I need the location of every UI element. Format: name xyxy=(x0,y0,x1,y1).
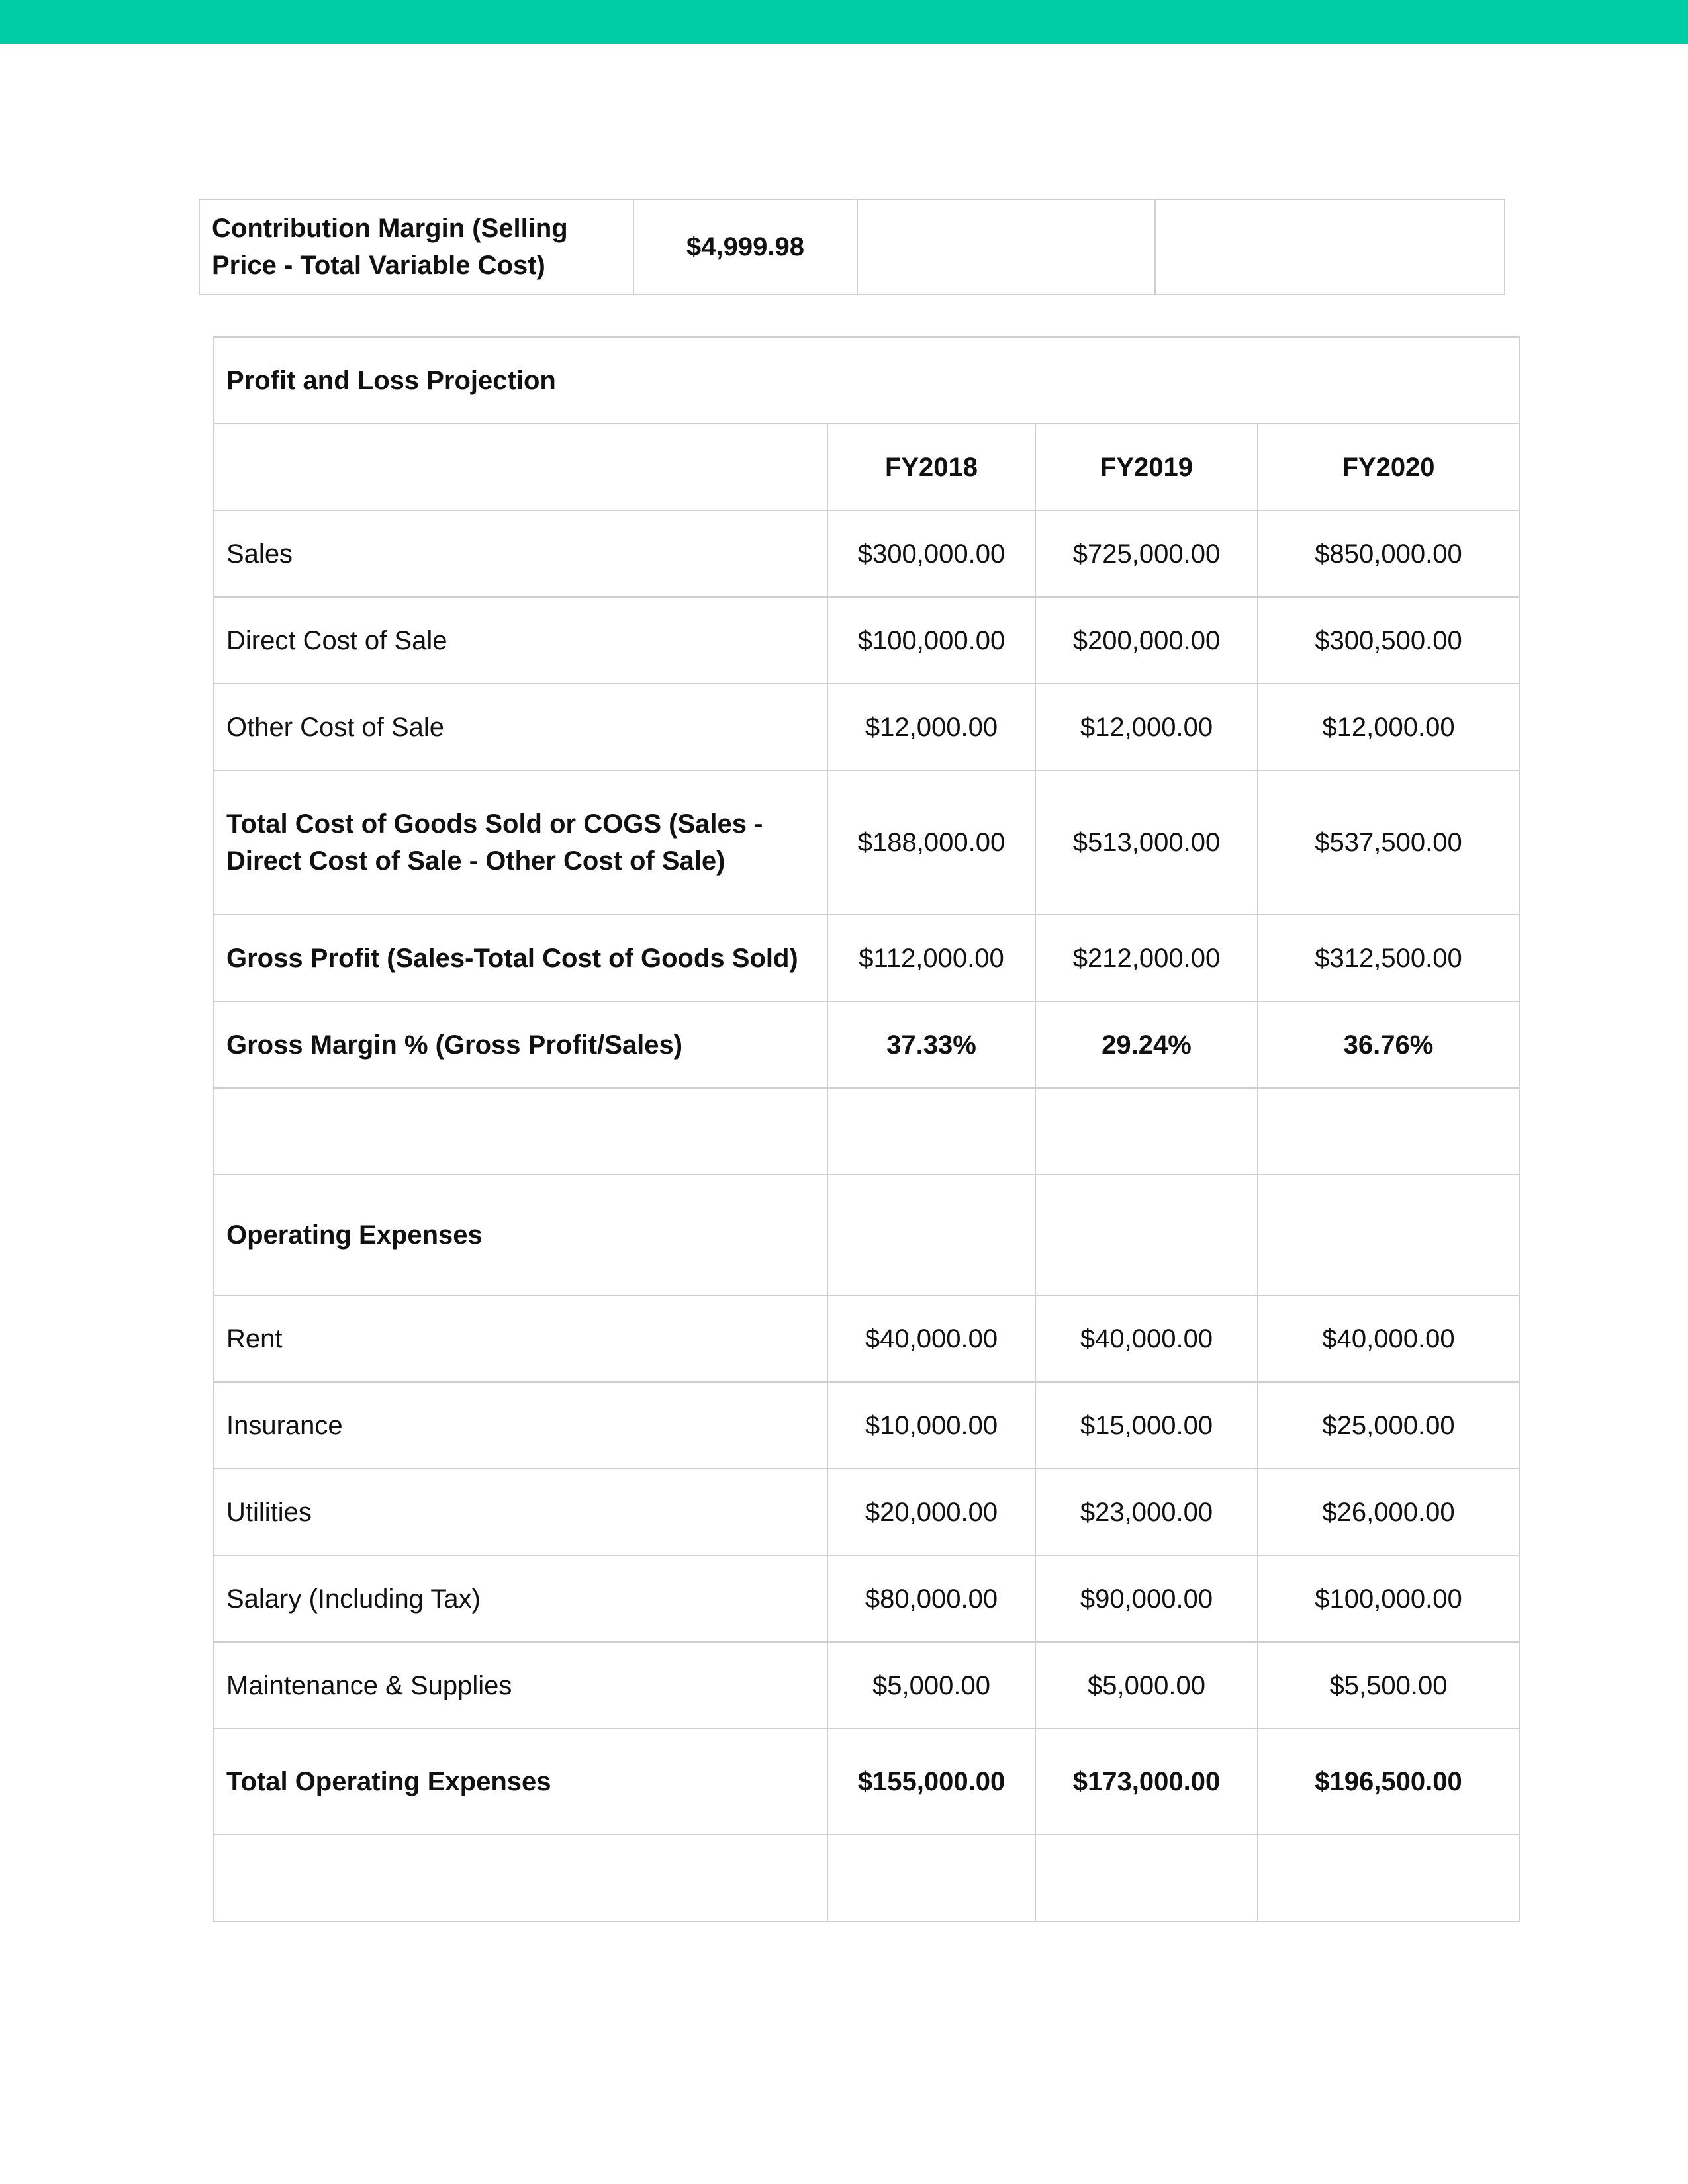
row-value: $112,000.00 xyxy=(827,915,1035,1001)
row-value: $173,000.00 xyxy=(1035,1729,1258,1835)
row-value: $300,500.00 xyxy=(1258,597,1519,684)
row-value: 29.24% xyxy=(1035,1001,1258,1088)
row-value: $725,000.00 xyxy=(1035,510,1258,597)
row-value: $40,000.00 xyxy=(827,1295,1035,1382)
contribution-margin-table xyxy=(199,199,1505,295)
row-value: $26,000.00 xyxy=(1258,1469,1519,1555)
row-value: $12,000.00 xyxy=(1258,684,1519,770)
table-row-gross-profit xyxy=(214,915,1519,1001)
year-header-fy2020: FY2020 xyxy=(1258,424,1519,510)
row-label: Rent xyxy=(214,1295,827,1382)
row-label: Sales xyxy=(214,510,827,597)
year-header-row xyxy=(214,424,1519,510)
row-value: $850,000.00 xyxy=(1258,510,1519,597)
row-label: Salary (Including Tax) xyxy=(214,1555,827,1642)
row-value: $10,000.00 xyxy=(827,1382,1035,1469)
empty-cell xyxy=(214,1088,827,1175)
row-value: $90,000.00 xyxy=(1035,1555,1258,1642)
empty-cell xyxy=(1258,1088,1519,1175)
row-value: $300,000.00 xyxy=(827,510,1035,597)
empty-cell xyxy=(1258,1835,1519,1921)
empty-cell xyxy=(827,1175,1035,1295)
row-label: Gross Profit (Sales-Total Cost of Goods Sold) xyxy=(214,915,827,1001)
row-value: $80,000.00 xyxy=(827,1555,1035,1642)
row-value: $513,000.00 xyxy=(1035,770,1258,915)
row-label: Direct Cost of Sale xyxy=(214,597,827,684)
year-header-fy2018: FY2018 xyxy=(827,424,1035,510)
table-row-other-cost xyxy=(214,684,1519,770)
row-value: $155,000.00 xyxy=(827,1729,1035,1835)
row-label: Gross Margin % (Gross Profit/Sales) xyxy=(214,1001,827,1088)
row-value: $537,500.00 xyxy=(1258,770,1519,915)
row-label: Total Cost of Goods Sold or COGS (Sales - Direct Cost of Sale - Other Cost of Sale) xyxy=(214,770,827,915)
table-row-cogs xyxy=(214,770,1519,915)
table-row-insurance xyxy=(214,1382,1519,1469)
table-row-sales xyxy=(214,510,1519,597)
empty-cell xyxy=(214,1835,827,1921)
operating-expenses-heading: Operating Expenses xyxy=(214,1175,827,1295)
contribution-margin-row xyxy=(199,199,1505,295)
empty-cell xyxy=(214,424,827,510)
row-value: $212,000.00 xyxy=(1035,915,1258,1001)
row-value: $25,000.00 xyxy=(1258,1382,1519,1469)
row-value: $312,500.00 xyxy=(1258,915,1519,1001)
top-accent-band xyxy=(0,0,1688,44)
table-row-direct-cost xyxy=(214,597,1519,684)
empty-cell xyxy=(1155,199,1505,295)
row-value: $23,000.00 xyxy=(1035,1469,1258,1555)
row-value: $188,000.00 xyxy=(827,770,1035,915)
profit-loss-title: Profit and Loss Projection xyxy=(214,337,1519,424)
row-value: $196,500.00 xyxy=(1258,1729,1519,1835)
row-label: Insurance xyxy=(214,1382,827,1469)
year-header-fy2019: FY2019 xyxy=(1035,424,1258,510)
row-value: $5,000.00 xyxy=(827,1642,1035,1729)
empty-cell xyxy=(1035,1088,1258,1175)
table-row-rent xyxy=(214,1295,1519,1382)
row-value: $40,000.00 xyxy=(1035,1295,1258,1382)
row-value: $5,000.00 xyxy=(1035,1642,1258,1729)
row-label: Total Operating Expenses xyxy=(214,1729,827,1835)
table-row-salary xyxy=(214,1555,1519,1642)
table-row-empty xyxy=(214,1835,1519,1921)
row-label: Utilities xyxy=(214,1469,827,1555)
table-row-operating-expenses-heading xyxy=(214,1175,1519,1295)
row-value: $12,000.00 xyxy=(827,684,1035,770)
table-row-total-operating-expenses xyxy=(214,1729,1519,1835)
row-label: Other Cost of Sale xyxy=(214,684,827,770)
empty-cell xyxy=(1035,1175,1258,1295)
empty-cell xyxy=(827,1088,1035,1175)
row-value: $20,000.00 xyxy=(827,1469,1035,1555)
table-row-gross-margin xyxy=(214,1001,1519,1088)
row-value: $5,500.00 xyxy=(1258,1642,1519,1729)
empty-cell xyxy=(857,199,1155,295)
row-value: $100,000.00 xyxy=(827,597,1035,684)
row-value: 36.76% xyxy=(1258,1001,1519,1088)
table-row-maintenance xyxy=(214,1642,1519,1729)
row-value: $200,000.00 xyxy=(1035,597,1258,684)
table-row-utilities xyxy=(214,1469,1519,1555)
row-value: $12,000.00 xyxy=(1035,684,1258,770)
row-value: 37.33% xyxy=(827,1001,1035,1088)
empty-cell xyxy=(827,1835,1035,1921)
contribution-margin-value: $4,999.98 xyxy=(633,199,857,295)
profit-loss-table xyxy=(213,336,1520,1922)
row-value: $40,000.00 xyxy=(1258,1295,1519,1382)
empty-cell xyxy=(1258,1175,1519,1295)
row-value: $15,000.00 xyxy=(1035,1382,1258,1469)
row-label: Maintenance & Supplies xyxy=(214,1642,827,1729)
table-row-empty xyxy=(214,1088,1519,1175)
row-value: $100,000.00 xyxy=(1258,1555,1519,1642)
contribution-margin-label: Contribution Margin (Selling Price - Total Variable Cost) xyxy=(199,199,633,295)
empty-cell xyxy=(1035,1835,1258,1921)
table-title-row xyxy=(214,337,1519,424)
